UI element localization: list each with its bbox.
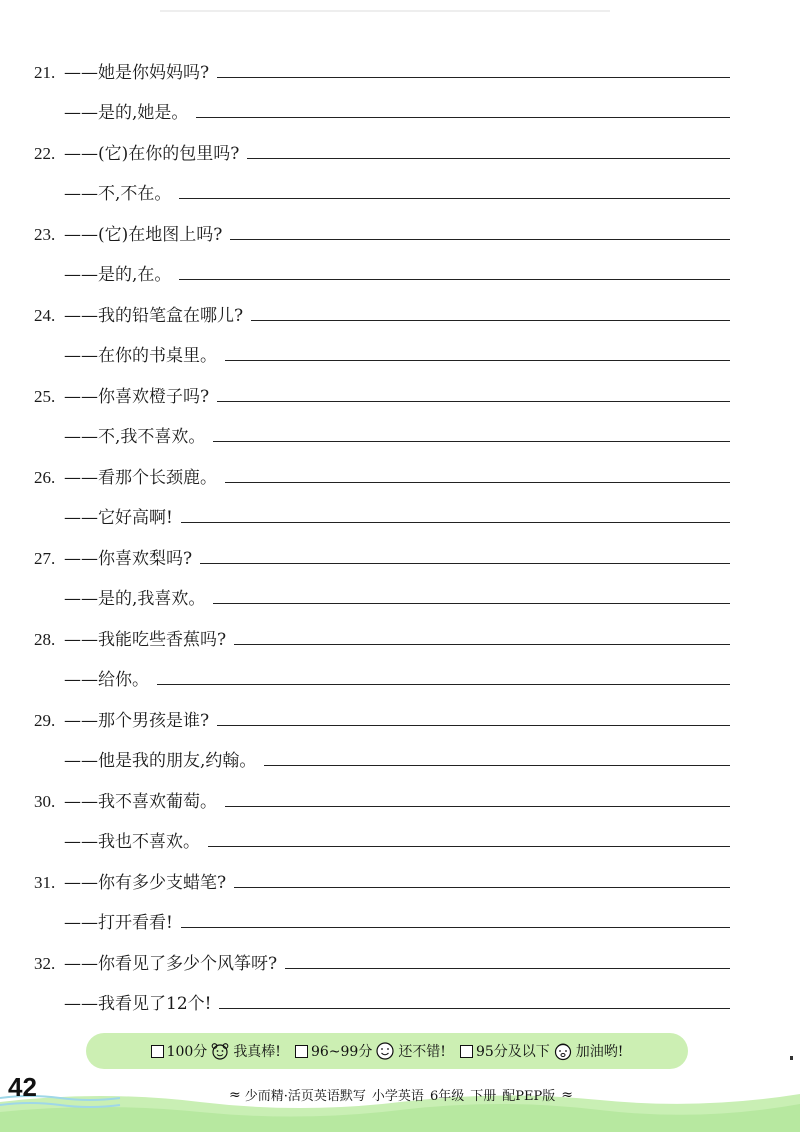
question-text: ——她是你妈妈吗? (64, 63, 210, 83)
item-number: 28. (34, 630, 56, 649)
grade: 6年级 (429, 1089, 465, 1104)
question-line (34, 217, 730, 245)
score-praise: 还不错! (398, 1044, 446, 1060)
answer-line (64, 176, 730, 204)
answer-line (64, 257, 730, 285)
answer-blank[interactable] (181, 521, 730, 523)
item-number: 32. (34, 954, 56, 973)
cheering-face-icon (553, 1041, 573, 1061)
edition: 配PEP版 (502, 1089, 556, 1104)
answer-text: ——不,不在。 (64, 184, 172, 204)
answer-blank[interactable] (225, 805, 730, 807)
answer-blank[interactable] (200, 562, 730, 564)
score-banner (86, 1033, 688, 1069)
wave-symbol: ≈ (561, 1086, 571, 1103)
answer-text: ——打开看看! (64, 913, 173, 933)
checkbox-icon[interactable] (460, 1045, 473, 1058)
answer-line (64, 824, 730, 852)
answer-text: ——是的,我喜欢。 (64, 589, 206, 609)
score-option-96-99[interactable] (295, 1041, 446, 1061)
question-line (34, 784, 730, 812)
question-text: ——(它)在你的包里吗? (64, 144, 240, 164)
question-text: ——你有多少支蜡笔? (64, 873, 227, 893)
answer-blank[interactable] (264, 764, 730, 766)
answer-blank[interactable] (179, 278, 730, 280)
answer-blank[interactable] (234, 886, 730, 888)
item-number: 21. (34, 63, 56, 82)
answer-line (64, 581, 730, 609)
answer-blank[interactable] (225, 359, 730, 361)
item-number: 24. (34, 306, 56, 325)
question-text: ——那个男孩是谁? (64, 711, 210, 731)
question-text: ——你喜欢梨吗? (64, 549, 193, 569)
answer-blank[interactable] (285, 967, 730, 969)
question-line (34, 622, 730, 650)
question-line (34, 379, 730, 407)
answer-text: ——在你的书桌里。 (64, 346, 217, 366)
wave-symbol: ≈ (229, 1086, 239, 1103)
bear-face-icon (210, 1041, 230, 1061)
subject: 小学英语 (371, 1089, 424, 1104)
answer-text: ——我看见了12个! (64, 994, 212, 1014)
question-line (34, 460, 730, 488)
answer-line (64, 986, 730, 1014)
score-praise: 我真棒! (233, 1044, 281, 1060)
answer-text: ——它好高啊! (64, 508, 173, 528)
item-number: 23. (34, 225, 56, 244)
question-line (34, 946, 730, 974)
question-text: ——我不喜欢葡萄。 (64, 792, 217, 812)
item-number: 22. (34, 144, 56, 163)
answer-blank[interactable] (230, 238, 730, 240)
answer-text: ——不,我不喜欢。 (64, 427, 206, 447)
answer-line (64, 338, 730, 366)
answer-blank[interactable] (234, 643, 730, 645)
answer-line (64, 905, 730, 933)
answer-blank[interactable] (181, 926, 730, 928)
answer-blank[interactable] (157, 683, 730, 685)
score-label: 96~99分 (310, 1044, 373, 1060)
answer-blank[interactable] (217, 400, 730, 402)
question-line (34, 136, 730, 164)
item-number: 26. (34, 468, 56, 487)
answer-line (64, 95, 730, 123)
item-number: 25. (34, 387, 56, 406)
question-line (34, 865, 730, 893)
question-line (34, 703, 730, 731)
question-text: ——你看见了多少个风筝呀? (64, 954, 278, 974)
answer-blank[interactable] (179, 197, 730, 199)
checkbox-icon[interactable] (151, 1045, 164, 1058)
score-label: 95分及以下 (475, 1044, 550, 1060)
answer-blank[interactable] (208, 845, 730, 847)
stray-mark (790, 1056, 793, 1060)
question-text: ——我的铅笔盒在哪儿? (64, 306, 244, 326)
score-praise: 加油哟! (575, 1044, 624, 1060)
answer-blank[interactable] (217, 724, 730, 726)
question-line (34, 298, 730, 326)
answer-text: ——是的,在。 (64, 265, 172, 285)
question-line (34, 541, 730, 569)
top-edge-line (160, 10, 610, 12)
answer-blank[interactable] (225, 481, 730, 483)
answer-blank[interactable] (251, 319, 730, 321)
answer-blank[interactable] (219, 1007, 730, 1009)
answer-text: ——是的,她是。 (64, 103, 189, 123)
score-option-100[interactable] (151, 1041, 281, 1061)
item-number: 31. (34, 873, 56, 892)
item-number: 29. (34, 711, 56, 730)
question-line (34, 55, 730, 83)
answer-text: ——给你。 (64, 670, 149, 690)
footer-info (170, 1085, 630, 1104)
question-text: ——我能吃些香蕉吗? (64, 630, 227, 650)
answer-line (64, 662, 730, 690)
series-name: 少而精·活页英语默写 (244, 1089, 366, 1104)
answer-blank[interactable] (213, 602, 730, 604)
answer-blank[interactable] (217, 76, 730, 78)
volume: 下册 (470, 1089, 497, 1104)
score-option-95-below[interactable] (460, 1041, 623, 1061)
answer-text: ——他是我的朋友,约翰。 (64, 751, 257, 771)
checkbox-icon[interactable] (295, 1045, 308, 1058)
answer-blank[interactable] (196, 116, 730, 118)
score-label: 100分 (166, 1044, 208, 1060)
item-number: 30. (34, 792, 56, 811)
question-text: ——(它)在地图上吗? (64, 225, 223, 245)
answer-line (64, 743, 730, 771)
answer-text: ——我也不喜欢。 (64, 832, 200, 852)
page-number: 42 (8, 1072, 37, 1102)
answer-line (64, 500, 730, 528)
question-text: ——看那个长颈鹿。 (64, 468, 217, 488)
answer-line (64, 419, 730, 447)
answer-blank[interactable] (213, 440, 730, 442)
item-number: 27. (34, 549, 56, 568)
smiley-face-icon (375, 1041, 395, 1061)
question-text: ——你喜欢橙子吗? (64, 387, 210, 407)
answer-blank[interactable] (247, 157, 730, 159)
